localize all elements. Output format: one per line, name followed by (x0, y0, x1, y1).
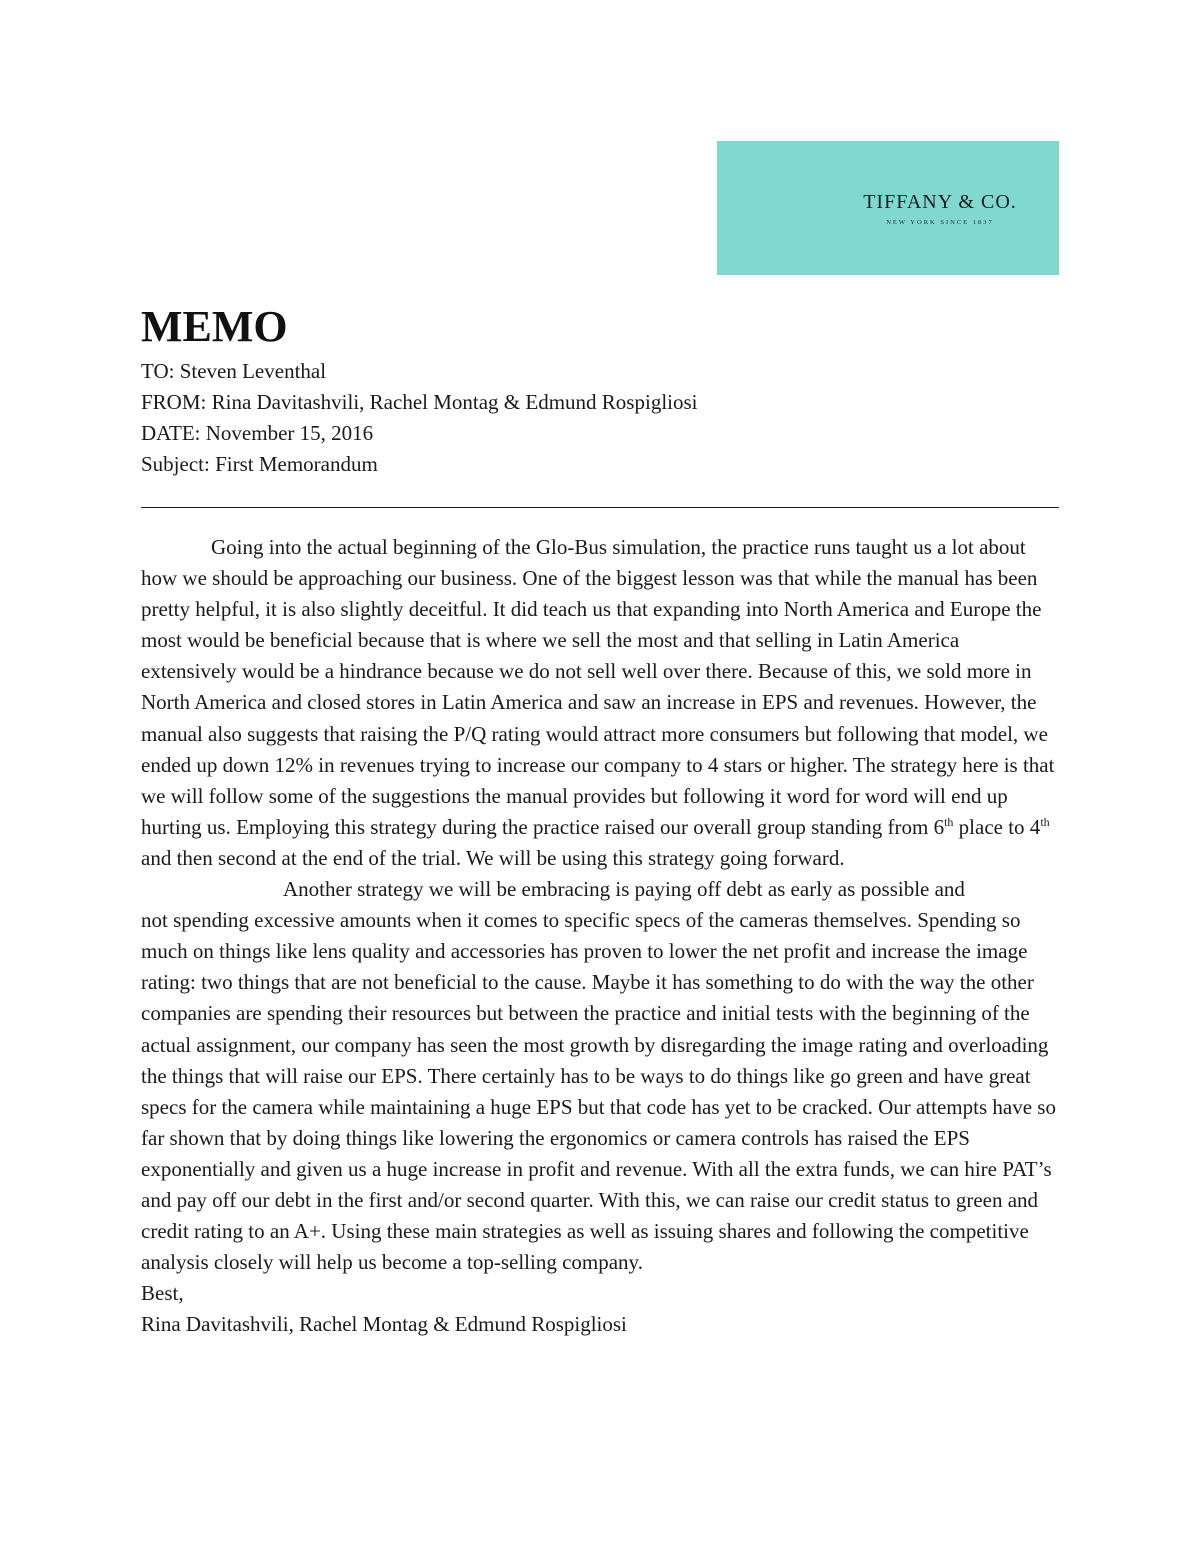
memo-to: TO: Steven Leventhal (141, 359, 327, 383)
logo-name: TIFFANY & CO. (863, 191, 1017, 213)
paragraph-2-first-line: Another strategy we will be embracing is paying off debt as early as possible and (283, 877, 965, 902)
memo-title: MEMO (141, 302, 288, 351)
ordinal-suffix-1: th (944, 814, 954, 829)
closing: Best, (141, 1281, 184, 1306)
ordinal-suffix-2: th (1040, 814, 1050, 829)
paragraph-1-text-a: Going into the actual beginning of the Glo-Bus simulation, the practice runs taught us a lot about how we should be approaching our business. One of the biggest lesson was that while the manual has been pretty helpful, it is also slightly deceitful. It did teach us that expanding into North America and Europe the most would be beneficial because that is where we sell the most and that selling in Latin America extensively would be a hindrance because we do not sell well over there. Because of this, we sold more in North America and closed stores in Latin America and saw an increase in EPS and revenues. However, the manual also suggests that raising the P/Q rating would attract more consumers but following that model, we ended up down 12% in revenues trying to increase our company to 4 stars or higher. The strategy here is that we will follow some of the suggestions the manual provides but following it word for word will end up hurting us. Employing this strategy during the practice raised our overall group standing from 6 (141, 535, 1055, 839)
tiffany-logo (717, 141, 1059, 275)
paragraph-1-text-b: place to 4 (953, 814, 1041, 839)
paragraph-1 (141, 532, 1059, 874)
header-divider (141, 507, 1059, 508)
paragraph-1-text-c: and then second at the end of the trial. We will be using this strategy going forward. (141, 845, 845, 870)
logo-tagline: NEW YORK SINCE 1837 (886, 219, 994, 226)
paragraph-2: not spending excessive amounts when it comes to specific specs of the cameras themselves. Spending so much on things like lens quality and accessories has proven to lower the net profit and increase the image rating: two things that are not beneficial to the cause. Maybe it has something to do with the way the other companies are spending their resources but between the practice and initial tests with the beginning of the actual assignment, our company has seen the most growth by disregarding the image rating and overloading the things that will raise our EPS. There certainly has to be ways to do things like go green and have great specs for the camera while maintaining a huge EPS but that code has yet to be cracked. Our attempts have so far shown that by doing things like lowering the ergonomics or camera controls has raised the EPS exponentially and given us a huge increase in profit and revenue. With all the extra funds, we can hire PAT’s and pay off our debt in the first and/or second quarter. With this, we can raise our credit status to green and credit rating to an A+. Using these main strategies as well as issuing shares and following the competitive analysis closely will help us become a top-selling company. (141, 908, 1056, 1275)
memo-body (141, 532, 1059, 1340)
memo-date: DATE: November 15, 2016 (141, 421, 374, 445)
memo-from: FROM: Rina Davitashvili, Rachel Montag & Edmund Rospigliosi (141, 390, 698, 414)
memo-header (141, 356, 698, 480)
memo-subject: Subject: First Memorandum (141, 452, 378, 476)
signature: Rina Davitashvili, Rachel Montag & Edmund Rospigliosi (141, 1312, 627, 1337)
